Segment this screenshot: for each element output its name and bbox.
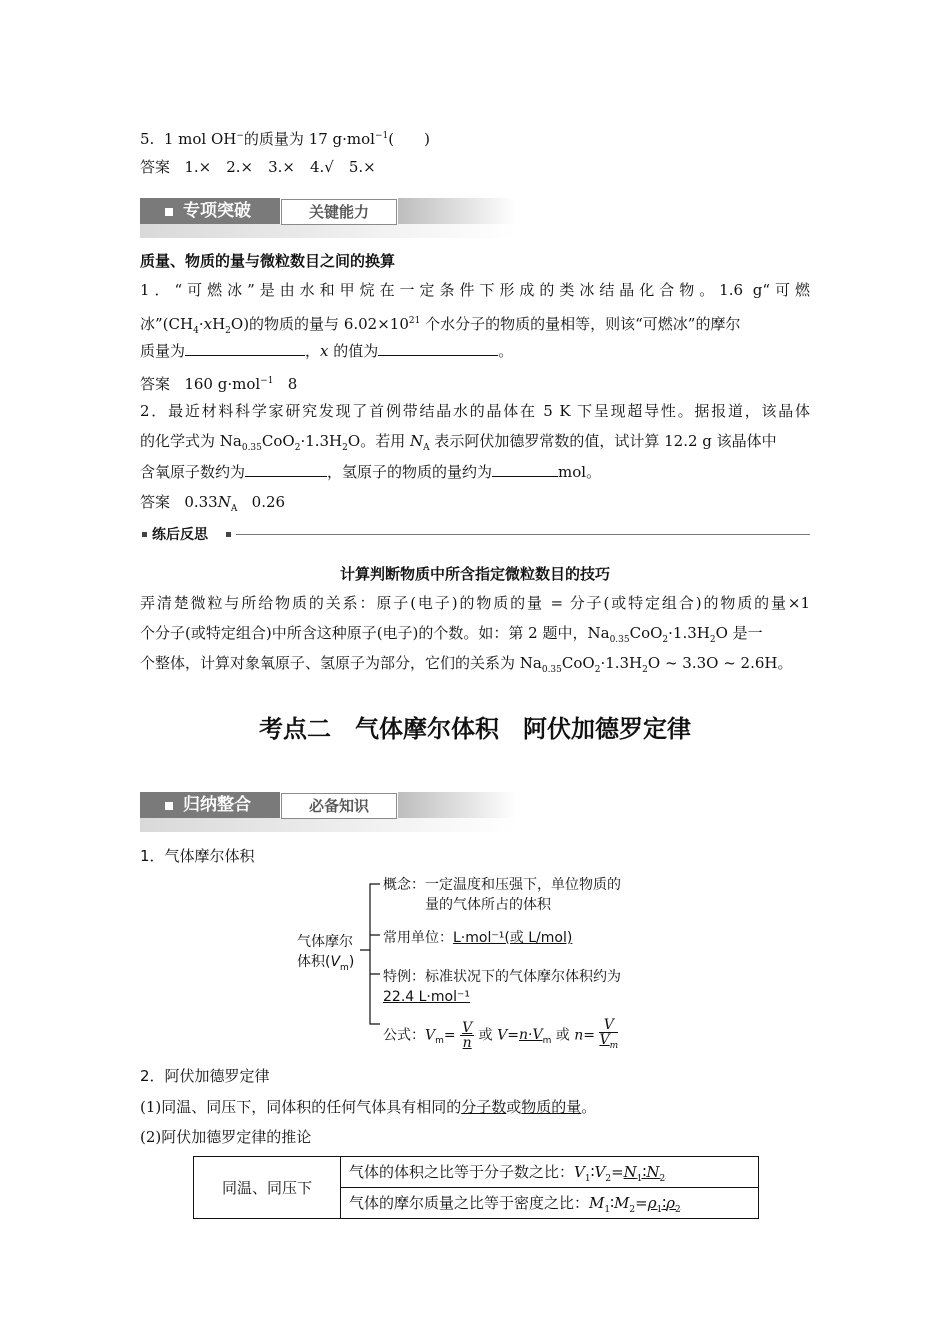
table-row bbox=[194, 1157, 759, 1188]
banner-gradient-strip bbox=[398, 792, 516, 818]
square-icon bbox=[165, 208, 173, 216]
square-bullet-icon bbox=[142, 532, 147, 537]
diagram-special: 特例：标准状况下的气体摩尔体积约为 22.4 L·mol⁻¹ bbox=[383, 969, 621, 1005]
problem-2-line-2: 的化学式为 $Na_{0.35}CoO_2\cdot 1.3H_2O$。若用 $N_A$ 表示阿伏加德罗常数的值，试计算 12.2 g 该晶体中 bbox=[140, 432, 777, 453]
blank-molar-mass[interactable] bbox=[185, 341, 305, 356]
tip-line-3: 个整体，计算对象氧原子、氢原子为部分，它们的关系为 $Na_{0.35}CoO_2\cdot 1.3H_2O$ ~ 3.3O ~ 2.6H。 bbox=[140, 654, 793, 675]
banner-dark-label: 归纳整合 bbox=[140, 792, 280, 818]
diagram-concept: 概念：一定温度和压强下，单位物质的 量的气体所占的体积 bbox=[383, 877, 621, 913]
diagram-formula: 公式：$V_m=$ $\frac{V}{n}$ 或 $V=n\cdot V_m$ 或 n= $\frac{V}{V_m}$ bbox=[383, 1017, 619, 1051]
tip-line-2: 个分子(或特定组合)中所含这种原子(电子)的个数。如：第 2 题中，$Na_{0.35}CoO_2\cdot 1.3H_2O$ 是一 bbox=[140, 624, 763, 645]
problem-2-line-1: 2．最近材料科学家研究发现了首例带结晶水的晶体在 5 K 下呈现超导性。据报道，该晶体 bbox=[140, 402, 810, 420]
banner-dark-label: 专项突破 bbox=[140, 198, 280, 224]
banner-light-label: 关键能力 bbox=[281, 199, 397, 225]
law-statement-1: (1)同温、同压下，同体积的任何气体具有相同的分子数或物质的量。 bbox=[140, 1098, 597, 1116]
fraction-v-over-n: $\frac{V}{n}$ bbox=[462, 1019, 473, 1051]
question-5: 5. 1 mol OH−的质量为 17 g·mol$^{-1}$( ) bbox=[140, 130, 430, 148]
reflection-bar bbox=[140, 526, 810, 544]
square-icon bbox=[165, 802, 173, 810]
blank-x-value[interactable] bbox=[378, 341, 498, 356]
subtitle: 质量、物质的量与微粒数目之间的换算 bbox=[140, 252, 396, 270]
blank-oxygen-count[interactable] bbox=[245, 462, 327, 477]
square-bullet-icon bbox=[226, 532, 231, 537]
tip-title: 计算判断物质中所含指定微粒数目的技巧 bbox=[339, 565, 610, 583]
banner-gradient-strip bbox=[398, 198, 516, 224]
avogadro-inference-table bbox=[193, 1156, 759, 1219]
diagram-root: 气体摩尔 体积$(V_m)$ bbox=[297, 934, 355, 973]
reflection-label: 练后反思 bbox=[152, 527, 208, 543]
divider-line bbox=[236, 534, 810, 535]
problem-1-line-3: 质量为 ，x 的值为 。 bbox=[140, 342, 514, 360]
diagram-unit: 常用单位：L·mol⁻¹(或 L/mol) bbox=[383, 930, 573, 946]
table-cell-condition: 同温、同压下 bbox=[194, 1157, 341, 1219]
problem-1-line-2: 冰$”(CH_4\cdot xH_2O)$的物质的量与 $6.02\times 10^{21}$ 个水分子的物质的量相等，则该“可燃冰”的摩尔 bbox=[140, 315, 741, 336]
banner-shadow bbox=[140, 224, 516, 238]
section-banner-essential-knowledge bbox=[140, 792, 516, 832]
banner-shadow bbox=[140, 818, 516, 832]
problem-2-answer: 答案 $0.33N_A$ 0.26 bbox=[140, 493, 286, 514]
problem-1-line-1: 1．“可燃冰”是由水和甲烷在一定条件下形成的类冰结晶化合物。1.6 g“可燃 bbox=[140, 281, 810, 299]
section-banner-key-ability bbox=[140, 198, 516, 238]
section-title: 考点二 气体摩尔体积 阿伏加德罗定律 bbox=[259, 715, 691, 743]
answer-row-top: 答案 1.× 2.× 3.× 4.√ 5.× bbox=[140, 158, 376, 176]
law-statement-2: (2)阿伏加德罗定律的推论 bbox=[140, 1128, 312, 1146]
fraction-v-over-vm: $\frac{V}{V_m}$ bbox=[599, 1017, 619, 1051]
blank-hydrogen-mol[interactable] bbox=[492, 462, 558, 477]
problem-1-answer: 答案 160 g·mol$^{-1}$ 8 bbox=[140, 375, 298, 393]
banner-light-label: 必备知识 bbox=[281, 793, 397, 819]
heading-molar-volume: 1．气体摩尔体积 bbox=[140, 847, 255, 865]
tip-line-1: 弄清楚微粒与所给物质的关系：原子(电子)的物质的量 = 分子(或特定组合)的物质的量×1 bbox=[140, 594, 810, 612]
problem-2-line-3: 含氧原子数约为 ，氢原子的物质的量约为 mol。 bbox=[140, 463, 602, 481]
heading-avogadro-law: 2．阿伏加德罗定律 bbox=[140, 1067, 270, 1085]
table-cell-volume-ratio: 气体的体积之比等于分子数之比：$V_1∶V_2=N_1∶N_2$ bbox=[341, 1157, 759, 1188]
table-cell-molar-mass-ratio: 气体的摩尔质量之比等于密度之比：$M_1∶M_2=\rho_1∶\rho_2$ bbox=[341, 1188, 759, 1219]
